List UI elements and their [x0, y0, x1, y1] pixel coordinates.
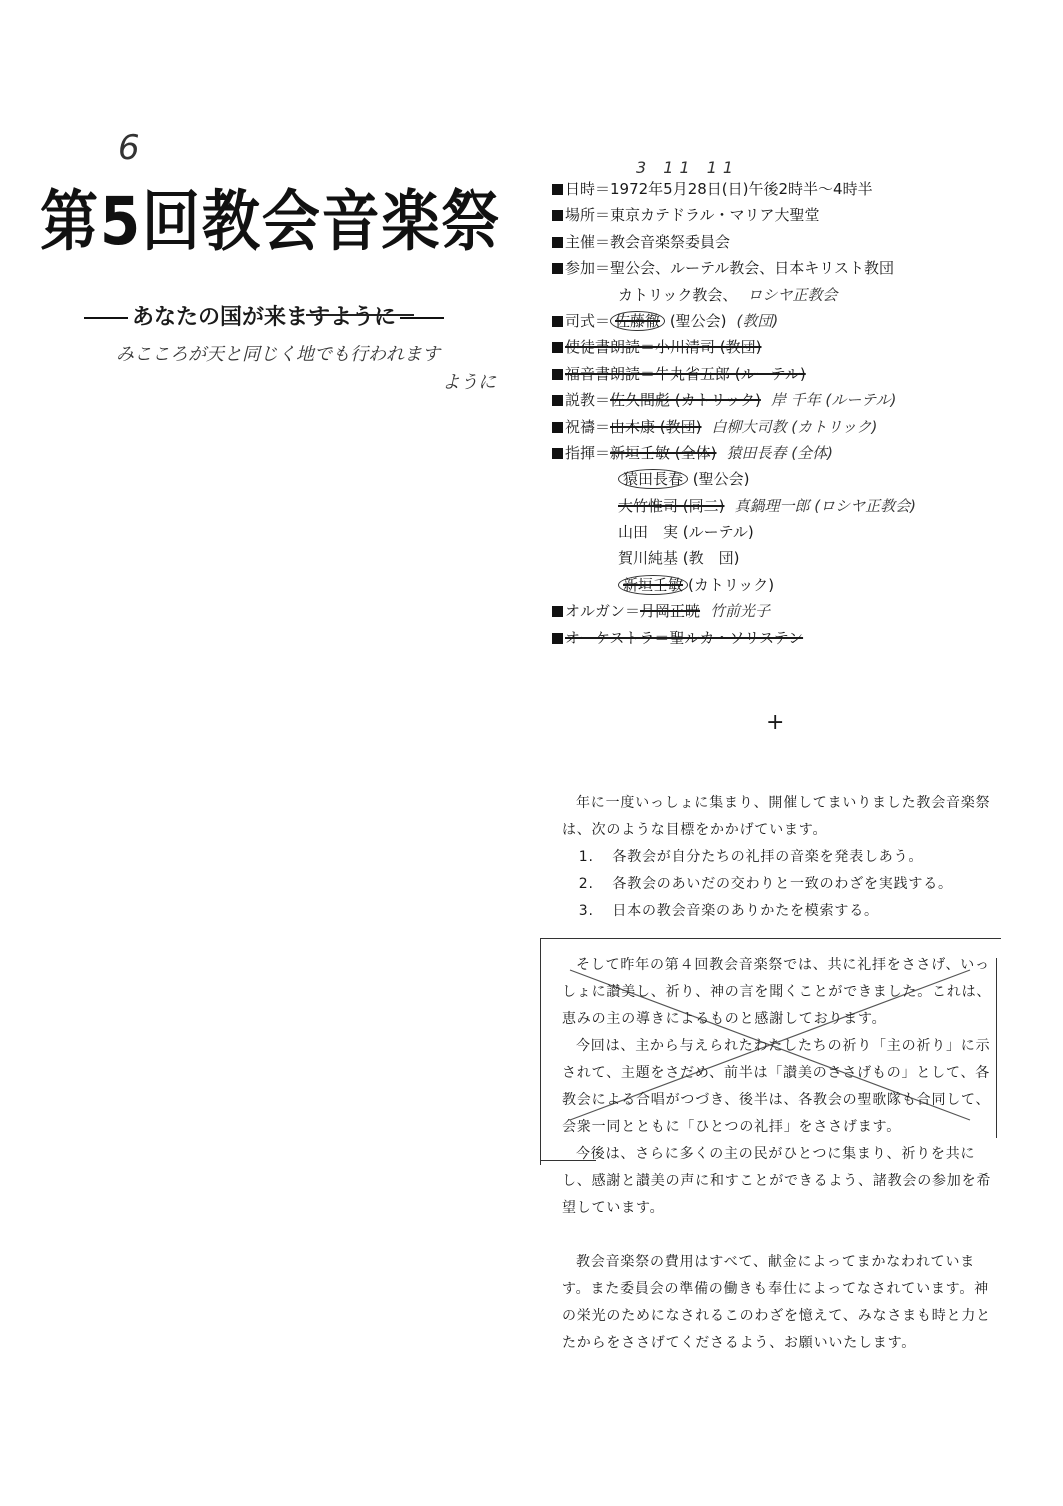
info-gospel: 福音書朗読＝牛丸省五郎 (ルーテル): [552, 361, 1057, 387]
info-officiant: 司式＝ 佐藤徹 (聖公会) (教団): [552, 308, 1057, 334]
handwritten-date-correction: 3 11 11: [636, 158, 740, 177]
bullet-square-icon: [552, 369, 563, 380]
subtitle-dash-left: [84, 317, 128, 319]
list-item: 1. 各教会が自分たちの礼拝の音楽を発表しあう。: [578, 849, 924, 865]
officiant-struck: 佐藤徹: [610, 311, 665, 331]
bullet-square-icon: [552, 395, 563, 406]
handwritten-conductor-2: 真鍋理一郎 (ロシヤ正教会): [734, 496, 916, 515]
conductor-4: 賀川純基 (教 団): [618, 549, 740, 568]
conductor-3: 山田 実 (ルーテル): [618, 523, 754, 542]
goals-list: [562, 844, 1002, 925]
handwritten-officiant: (教団): [736, 311, 779, 330]
spacer: [562, 925, 1002, 952]
bullet-square-icon: [552, 263, 563, 274]
handwritten-organ: 竹前光子: [710, 602, 771, 621]
paragraph-2: そして昨年の第４回教会音楽祭では、共に礼拝をささげ、いっしょに讃美し、祈り、神の言を聞くことができました。これは、恵みの主の導きによるものと感謝しております。: [562, 957, 992, 1027]
body-text: [562, 790, 1002, 1357]
list-item: 3. 日本の教会音楽のありかたを模索する。: [578, 903, 879, 919]
bullet-square-icon: [552, 342, 563, 353]
conductor-5: 新垣壬敏 (カトリック): [552, 572, 1057, 598]
handwritten-participants: ロシヤ正教会: [747, 285, 838, 304]
paragraph-4: 今後は、さらに多くの主の民がひとつに集まり、祈りを共にし、感謝と讃美の声に和すことができるよう、諸教会の参加を希望しています。: [562, 1146, 992, 1216]
info-orchestra: オーケストラ＝聖ルカ・ソリステン: [552, 625, 1057, 651]
info-host: 主催＝教会音楽祭委員会: [552, 229, 1057, 255]
page-title: 第5回教会音楽祭: [40, 183, 502, 260]
event-info-list: [552, 176, 1057, 651]
info-place: 場所＝東京カテドラル・マリア大聖堂: [552, 202, 1057, 228]
list-item: 2. 各教会のあいだの交わりと一致のわざを実践する。: [578, 876, 953, 892]
bullet-square-icon: [552, 422, 563, 433]
paragraph-5: 教会音楽祭の費用はすべて、献金によってまかなわれています。また委員会の準備の働きも奉仕によってなされています。神の栄光のためになされるこのわざを憶えて、みなさまも時と力とたからをささげてくださるよう、お願いいたします。: [562, 1254, 991, 1351]
paragraph-3: 今回は、主から与えられたわたしたちの祈り「主の祈り」に示されて、主題をさだめ、前半は「讃美のささげもの」として、各教会による合唱がつづき、後半は、各教会の聖歌隊も合同して、会衆一同とともに「ひとつの礼拝」をささげます。: [562, 1038, 991, 1135]
intro-paragraph: 年に一度いっしょに集まり、開催してまいりました教会音楽祭は、次のような目標をかかげています。: [562, 795, 991, 838]
bullet-square-icon: [552, 316, 563, 327]
bullet-square-icon: [552, 633, 563, 644]
info-participants-cont: カトリック教会、 ロシヤ正教会: [618, 285, 838, 304]
info-date: 日時＝1972年5月28日(日)午後2時半～4時半: [552, 176, 1057, 202]
handwritten-subtitle-line2: ように: [442, 372, 496, 393]
conductor-2: 大竹惟司 (同二) 真鍋理一郎 (ロシヤ正教会): [618, 496, 916, 515]
info-blessing: 祝禱＝由木康 (教団) 白柳大司教 (カトリック): [552, 414, 1057, 440]
handwritten-subtitle-line1: みこころが天と同じく地でも行われます: [116, 344, 440, 365]
conductor-1: 猿田長春 (聖公会): [552, 466, 1057, 492]
subtitle-text: あなたの国が来ますように: [132, 305, 397, 330]
handwritten-sermon: 岸 千年 (ルーテル): [770, 391, 897, 410]
info-epistle: 使徒書朗読＝小川清司 (教団): [552, 334, 1057, 360]
info-conductor: 指揮＝新垣壬敏 (全体) 猿田長春 (全体): [552, 440, 1057, 466]
bullet-square-icon: [552, 210, 563, 221]
cross-icon: +: [766, 710, 785, 735]
bullet-square-icon: [552, 448, 563, 459]
subtitle-dash-right: [400, 317, 444, 319]
spacer: [562, 1222, 1002, 1249]
handwritten-page-number: 6: [118, 128, 140, 168]
subtitle-strikethrough: [306, 314, 414, 316]
info-participants: 参加＝聖公会、ルーテル教会、日本キリスト教団: [552, 255, 1057, 281]
info-organ: オルガン＝月岡正暁 竹前光子: [552, 598, 1057, 624]
handwritten-blessing: 白柳大司教 (カトリック): [711, 417, 878, 436]
info-sermon: 説教＝佐久間彪 (カトリック) 岸 千年 (ルーテル): [552, 387, 1057, 413]
bullet-square-icon: [552, 184, 563, 195]
handwritten-conductor: 猿田長春 (全体): [726, 443, 833, 462]
bullet-square-icon: [552, 606, 563, 617]
bullet-square-icon: [552, 237, 563, 248]
